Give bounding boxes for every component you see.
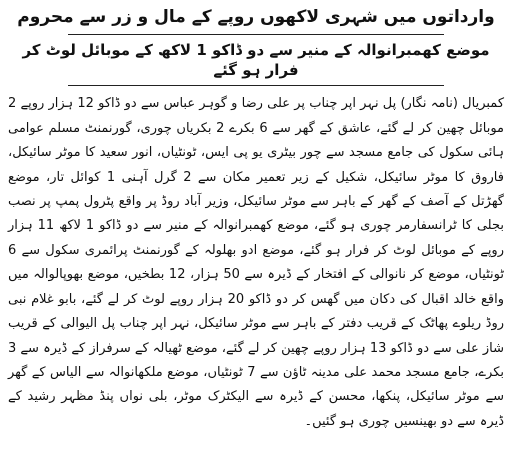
- top-divider: [68, 34, 444, 35]
- sub-headline: موضع کھمبرانوالہ کے منیر سے دو ڈاکو 1 لاکھ کے موبائل لوٹ کر فرار ہو گئے: [22, 40, 490, 80]
- article-body: کمبریال (نامہ نگار) پل نہر اپر چناب پر علی رضا و گوہر عباس سے دو ڈاکو 12 ہزار روپے 2 موبائل چھین کر لے گئے، عاشق کے گھر سے 6 بکرے 2 بکریاں چوری، گورنمنٹ مسلم عوامی ہائی سکول کی جامع مسجد سے چور بیٹری یو پی ایس، ٹونٹیاں، انور سعید کا موٹر سائیکل، فاروق کا موٹر سائیکل، شکیل کے زیر تعمیر مکان سے 2 گرل آہنی 1 کوائل تار، موضع گھڑتل کے آصف کے گھر کے باہر سے موٹر سائیکل، وزیر آباد روڈ پر واقع پٹرول پمپ پر نصب بجلی کا ٹرانسفارمر چوری ہو گئے، موضع کھمبرانوالہ کے منیر سے دو ڈاکو 1 لاکھ 11 ہزار روپے کے موبائل لوٹ کر فرار ہو گئے، موضع ادو بھلولہ کے گورنمنٹ پرائمری سکول سے 6 ٹونٹیاں، موضع کر نانوالی کے افتخار کے ڈیرہ سے 50 ہزار، 12 بطخیں، موضع بھوپالوالہ میں واقع خالد اقبال کی دکان میں گھس کر دو ڈاکو 20 ہزار روپے لوٹ کر لے گئے، بابو غلام نبی روڈ ریلوے پھاٹک کے قریب دفتر کے باہر سے موٹر سائیکل، نہر اپر چناب پل الیوالی کے قریب شاز علی سے دو ڈاکو 13 ہزار روپے چھین کر لے گئے، موضع ٹھیالہ کے سرفراز کے ڈیرہ سے 3 بکرے، جامع مسجد محمد علی مدینہ ٹاؤن سے 7 ٹونٹیاں، موضع ملکھانوالہ سے الیاس کے گھر سے موٹر سائیکل، پنکھا، محسن کے ڈیرہ سے الیکٹرک موٹر، بلی نواں پنڈ مظہر رشید کے ڈیرہ سے دو بھینسیں چوری ہو گئیں۔: [8, 96, 505, 429]
- main-headline: وارداتوں میں شہری لاکھوں روپے کے مال و زر سے محروم: [17, 7, 495, 27]
- bottom-divider: [68, 85, 444, 86]
